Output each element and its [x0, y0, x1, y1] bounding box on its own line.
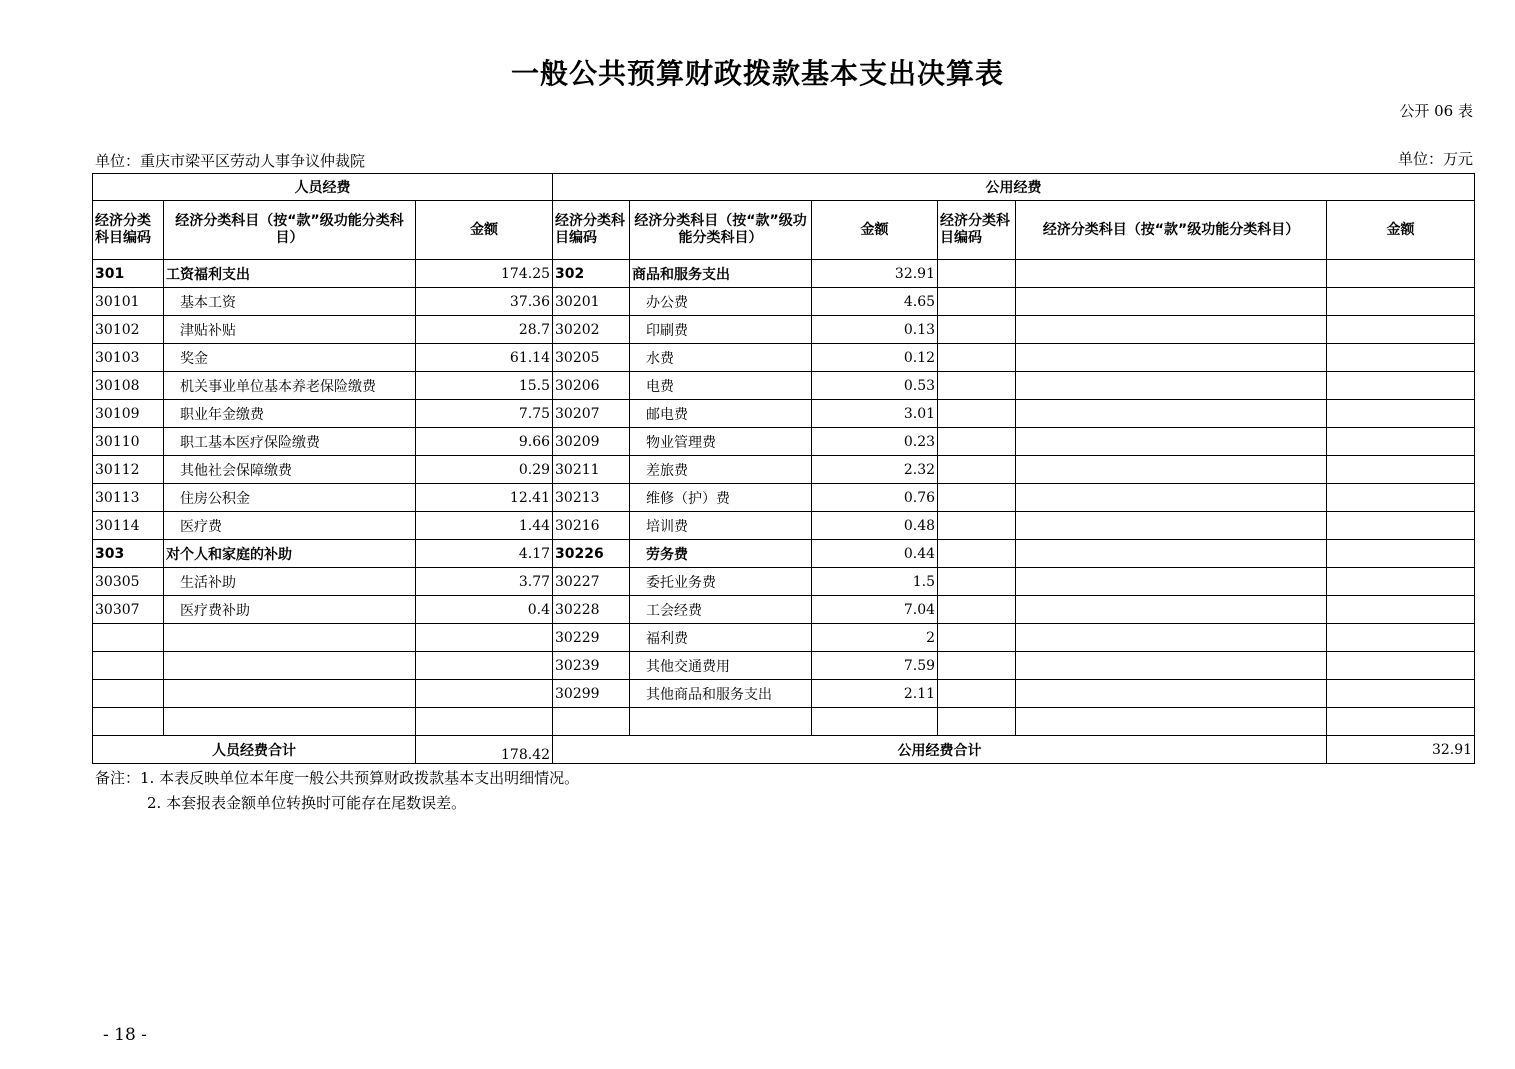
- cell-name-right: [1016, 316, 1327, 344]
- cell-amount-left: [416, 652, 553, 680]
- cell-amount-right: [1327, 708, 1475, 736]
- cell-code-right: [938, 568, 1016, 596]
- cell-amount-mid: 3.01: [812, 400, 938, 428]
- cell-amount-mid: 2: [812, 624, 938, 652]
- currency-unit: 单位：万元: [1397, 150, 1473, 168]
- cell-name-left: [164, 344, 416, 372]
- cell-name-mid: [630, 512, 812, 540]
- cell-name-right: [1016, 456, 1327, 484]
- cell-text: 培训费: [646, 518, 689, 535]
- personnel-total-label: 人员经费合计: [93, 736, 416, 764]
- cell-amount-mid: 32.91: [812, 260, 938, 288]
- notes: [95, 766, 579, 816]
- cell-text: 劳务费: [646, 546, 689, 563]
- cell-name-mid: [630, 400, 812, 428]
- table-row: [93, 344, 1475, 372]
- cell-name-mid: [630, 652, 812, 680]
- cell-name-mid: [630, 680, 812, 708]
- cell-text: 福利费: [646, 630, 689, 647]
- cell-code-left: [93, 708, 164, 736]
- cell-name-left: [164, 288, 416, 316]
- page-title: 一般公共预算财政拨款基本支出决算表: [510, 57, 1004, 90]
- cell-text: 职工基本医疗保险缴费: [180, 434, 320, 451]
- cell-name-left: 对个人和家庭的补助: [164, 540, 416, 568]
- cell-name-left: 工资福利支出: [164, 260, 416, 288]
- cell-amount-mid: 0.23: [812, 428, 938, 456]
- cell-text: 电费: [646, 378, 675, 395]
- cell-name-left: [164, 596, 416, 624]
- cell-code-left: 30110: [93, 428, 164, 456]
- cell-name-right: [1016, 680, 1327, 708]
- table-row: [93, 512, 1475, 540]
- cell-amount-right: [1327, 540, 1475, 568]
- cell-name-mid: [630, 484, 812, 512]
- header-code-3: 经济分类科目编码: [938, 201, 1016, 260]
- cell-amount-left: 61.14: [416, 344, 553, 372]
- cell-name-left: [164, 680, 416, 708]
- reporting-unit: 单位：重庆市梁平区劳动人事争议仲裁院: [95, 152, 366, 170]
- cell-name-right: [1016, 568, 1327, 596]
- cell-amount-left: 3.77: [416, 568, 553, 596]
- cell-code-right: [938, 484, 1016, 512]
- table-row: [93, 568, 1475, 596]
- note-line-1: 备注：1. 本表反映单位本年度一般公共预算财政拨款基本支出明细情况。: [95, 769, 580, 787]
- cell-name-mid: [630, 568, 812, 596]
- table-row: [93, 484, 1475, 512]
- cell-text: 医疗费: [180, 518, 222, 535]
- cell-amount-left: 4.17: [416, 540, 553, 568]
- cell-code-left: 30112: [93, 456, 164, 484]
- cell-text: 住房公积金: [180, 490, 250, 507]
- cell-name-left: [164, 568, 416, 596]
- cell-amount-left: 0.4: [416, 596, 553, 624]
- cell-name-mid: [630, 288, 812, 316]
- cell-amount-left: 15.5: [416, 372, 553, 400]
- cell-code-right: [938, 624, 1016, 652]
- cell-amount-right: [1327, 596, 1475, 624]
- header-name-1: 经济分类科目（按“款”级功能分类科目）: [164, 201, 416, 260]
- cell-name-left: [164, 624, 416, 652]
- cell-code-mid: 30229: [553, 624, 630, 652]
- cell-text: 委托业务费: [646, 574, 717, 591]
- cell-amount-mid: 4.65: [812, 288, 938, 316]
- cell-text: 奖金: [180, 350, 208, 367]
- cell-code-right: [938, 428, 1016, 456]
- cell-amount-mid: 0.44: [812, 540, 938, 568]
- cell-code-right: [938, 680, 1016, 708]
- cell-name-right: [1016, 624, 1327, 652]
- cell-name-mid: 商品和服务支出: [630, 260, 812, 288]
- cell-amount-right: [1327, 288, 1475, 316]
- public-total-value: 32.91: [1327, 736, 1475, 764]
- cell-amount-mid: 0.13: [812, 316, 938, 344]
- cell-name-left: [164, 372, 416, 400]
- cell-text: 其他交通费用: [646, 658, 731, 675]
- cell-text: 邮电费: [646, 406, 689, 423]
- cell-amount-right: [1327, 372, 1475, 400]
- cell-code-right: [938, 288, 1016, 316]
- cell-amount-mid: 2.32: [812, 456, 938, 484]
- cell-name-right: [1016, 596, 1327, 624]
- cell-name-mid: [630, 344, 812, 372]
- cell-code-right: [938, 316, 1016, 344]
- cell-name-mid: [630, 428, 812, 456]
- cell-code-mid: 30207: [553, 400, 630, 428]
- cell-code-mid: 30226: [553, 540, 630, 568]
- header-name-2: 经济分类科目（按“款”级功能分类科目）: [630, 201, 812, 260]
- cell-code-mid: 30211: [553, 456, 630, 484]
- cell-code-right: [938, 652, 1016, 680]
- cell-name-right: [1016, 540, 1327, 568]
- table-row: [93, 428, 1475, 456]
- cell-name-right: [1016, 344, 1327, 372]
- cell-code-right: [938, 400, 1016, 428]
- table-row: [93, 372, 1475, 400]
- cell-code-mid: 30299: [553, 680, 630, 708]
- form-number: 公开 06 表: [1399, 102, 1473, 120]
- cell-amount-right: [1327, 624, 1475, 652]
- cell-amount-left: [416, 624, 553, 652]
- cell-amount-left: [416, 680, 553, 708]
- cell-text: 其他商品和服务支出: [646, 686, 773, 703]
- cell-amount-left: [416, 708, 553, 736]
- cell-amount-right: [1327, 260, 1475, 288]
- cell-amount-right: [1327, 680, 1475, 708]
- cell-code-mid: 302: [553, 260, 630, 288]
- header-code-1: 经济分类科目编码: [93, 201, 164, 260]
- cell-name-left: [164, 652, 416, 680]
- cell-amount-right: [1327, 484, 1475, 512]
- cell-amount-mid: 0.76: [812, 484, 938, 512]
- table-row: [93, 624, 1475, 652]
- cell-name-right: [1016, 372, 1327, 400]
- cell-name-left: [164, 316, 416, 344]
- cell-text: 印刷费: [646, 322, 689, 339]
- cell-text: 工会经费: [646, 602, 703, 619]
- cell-code-left: 30102: [93, 316, 164, 344]
- cell-name-right: [1016, 484, 1327, 512]
- cell-code-right: [938, 260, 1016, 288]
- cell-code-left: 30108: [93, 372, 164, 400]
- cell-amount-right: [1327, 400, 1475, 428]
- cell-name-right: [1016, 260, 1327, 288]
- header-amount-2: 金额: [812, 201, 938, 260]
- header-amount-3: 金额: [1327, 201, 1475, 260]
- header-amount-1: 金额: [416, 201, 553, 260]
- cell-code-left: 30101: [93, 288, 164, 316]
- cell-name-right: [1016, 652, 1327, 680]
- cell-code-mid: 30205: [553, 344, 630, 372]
- public-total-label: 公用经费合计: [553, 736, 1327, 764]
- cell-code-right: [938, 344, 1016, 372]
- table-row: [93, 260, 1475, 288]
- table-row: [93, 400, 1475, 428]
- cell-code-mid: 30201: [553, 288, 630, 316]
- cell-text: 生活补助: [180, 574, 236, 591]
- cell-code-mid: [553, 708, 630, 736]
- cell-amount-mid: 7.04: [812, 596, 938, 624]
- cell-text: 差旅费: [646, 462, 689, 479]
- table-row: [93, 680, 1475, 708]
- cell-name-right: [1016, 512, 1327, 540]
- cell-amount-right: [1327, 512, 1475, 540]
- personnel-total-value: 178.42: [416, 736, 553, 764]
- table-row: [93, 316, 1475, 344]
- cell-text: 物业管理费: [646, 434, 717, 451]
- cell-name-left: [164, 512, 416, 540]
- cell-name-mid: [630, 316, 812, 344]
- cell-text: 职业年金缴费: [180, 406, 264, 423]
- cell-amount-mid: 1.5: [812, 568, 938, 596]
- cell-amount-right: [1327, 316, 1475, 344]
- cell-name-left: [164, 428, 416, 456]
- cell-amount-left: 28.7: [416, 316, 553, 344]
- table-row: [93, 652, 1475, 680]
- cell-code-left: 30103: [93, 344, 164, 372]
- cell-amount-left: 12.41: [416, 484, 553, 512]
- note-line-2: 2. 本套报表金额单位转换时可能存在尾数误差。: [147, 794, 467, 812]
- cell-code-left: [93, 652, 164, 680]
- cell-name-mid: [630, 596, 812, 624]
- cell-amount-mid: 0.48: [812, 512, 938, 540]
- cell-code-mid: 30228: [553, 596, 630, 624]
- table-row: [93, 708, 1475, 736]
- cell-name-left: [164, 456, 416, 484]
- cell-code-right: [938, 456, 1016, 484]
- cell-code-left: 30307: [93, 596, 164, 624]
- cell-text: 基本工资: [180, 294, 236, 311]
- cell-name-mid: [630, 708, 812, 736]
- cell-amount-mid: 7.59: [812, 652, 938, 680]
- totals-row: [93, 736, 1475, 764]
- cell-text: 其他社会保障缴费: [180, 462, 292, 479]
- cell-code-left: 30109: [93, 400, 164, 428]
- cell-code-right: [938, 372, 1016, 400]
- header-name-3: 经济分类科目（按“款”级功能分类科目）: [1016, 201, 1327, 260]
- cell-name-left: [164, 708, 416, 736]
- cell-amount-mid: 0.12: [812, 344, 938, 372]
- cell-code-right: [938, 540, 1016, 568]
- table-row: [93, 456, 1475, 484]
- cell-amount-right: [1327, 652, 1475, 680]
- cell-text: 津贴补贴: [180, 322, 236, 339]
- table-row: [93, 288, 1475, 316]
- cell-name-mid: [630, 456, 812, 484]
- header-public: 公用经费: [553, 174, 1475, 201]
- cell-text: 医疗费补助: [180, 602, 250, 619]
- cell-amount-mid: [812, 708, 938, 736]
- cell-text: 水费: [646, 350, 675, 367]
- cell-code-right: [938, 596, 1016, 624]
- cell-amount-left: 0.29: [416, 456, 553, 484]
- cell-amount-right: [1327, 344, 1475, 372]
- cell-code-right: [938, 512, 1016, 540]
- cell-name-left: [164, 400, 416, 428]
- header-row-groups: [93, 174, 1475, 201]
- header-personnel: 人员经费: [93, 174, 553, 201]
- cell-name-right: [1016, 288, 1327, 316]
- cell-name-right: [1016, 400, 1327, 428]
- cell-amount-right: [1327, 428, 1475, 456]
- cell-amount-mid: 0.53: [812, 372, 938, 400]
- header-row-columns: [93, 201, 1475, 260]
- cell-amount-right: [1327, 456, 1475, 484]
- cell-code-left: 30114: [93, 512, 164, 540]
- cell-code-left: [93, 624, 164, 652]
- cell-text: 维修（护）费: [646, 490, 731, 507]
- cell-name-mid: [630, 372, 812, 400]
- cell-name-right: [1016, 708, 1327, 736]
- cell-code-left: [93, 680, 164, 708]
- cell-amount-mid: 2.11: [812, 680, 938, 708]
- cell-code-mid: 30202: [553, 316, 630, 344]
- expenditure-table: [92, 173, 1475, 764]
- cell-name-mid: [630, 624, 812, 652]
- cell-text: 机关事业单位基本养老保险缴费: [180, 378, 376, 395]
- cell-code-left: 30305: [93, 568, 164, 596]
- cell-amount-left: 9.66: [416, 428, 553, 456]
- page-number: - 18 -: [103, 1025, 147, 1045]
- cell-code-right: [938, 708, 1016, 736]
- table-row: [93, 596, 1475, 624]
- cell-code-mid: 30216: [553, 512, 630, 540]
- cell-text: 办公费: [646, 294, 689, 311]
- cell-code-mid: 30206: [553, 372, 630, 400]
- cell-amount-left: 174.25: [416, 260, 553, 288]
- cell-code-mid: 30213: [553, 484, 630, 512]
- table-row: [93, 540, 1475, 568]
- cell-name-left: [164, 484, 416, 512]
- cell-amount-right: [1327, 568, 1475, 596]
- cell-code-mid: 30209: [553, 428, 630, 456]
- cell-code-left: 301: [93, 260, 164, 288]
- cell-amount-left: 7.75: [416, 400, 553, 428]
- cell-amount-left: 37.36: [416, 288, 553, 316]
- cell-amount-left: 1.44: [416, 512, 553, 540]
- cell-name-mid: [630, 540, 812, 568]
- cell-code-mid: 30227: [553, 568, 630, 596]
- cell-code-mid: 30239: [553, 652, 630, 680]
- cell-code-left: 30113: [93, 484, 164, 512]
- cell-code-left: 303: [93, 540, 164, 568]
- header-code-2: 经济分类科目编码: [553, 201, 630, 260]
- cell-name-right: [1016, 428, 1327, 456]
